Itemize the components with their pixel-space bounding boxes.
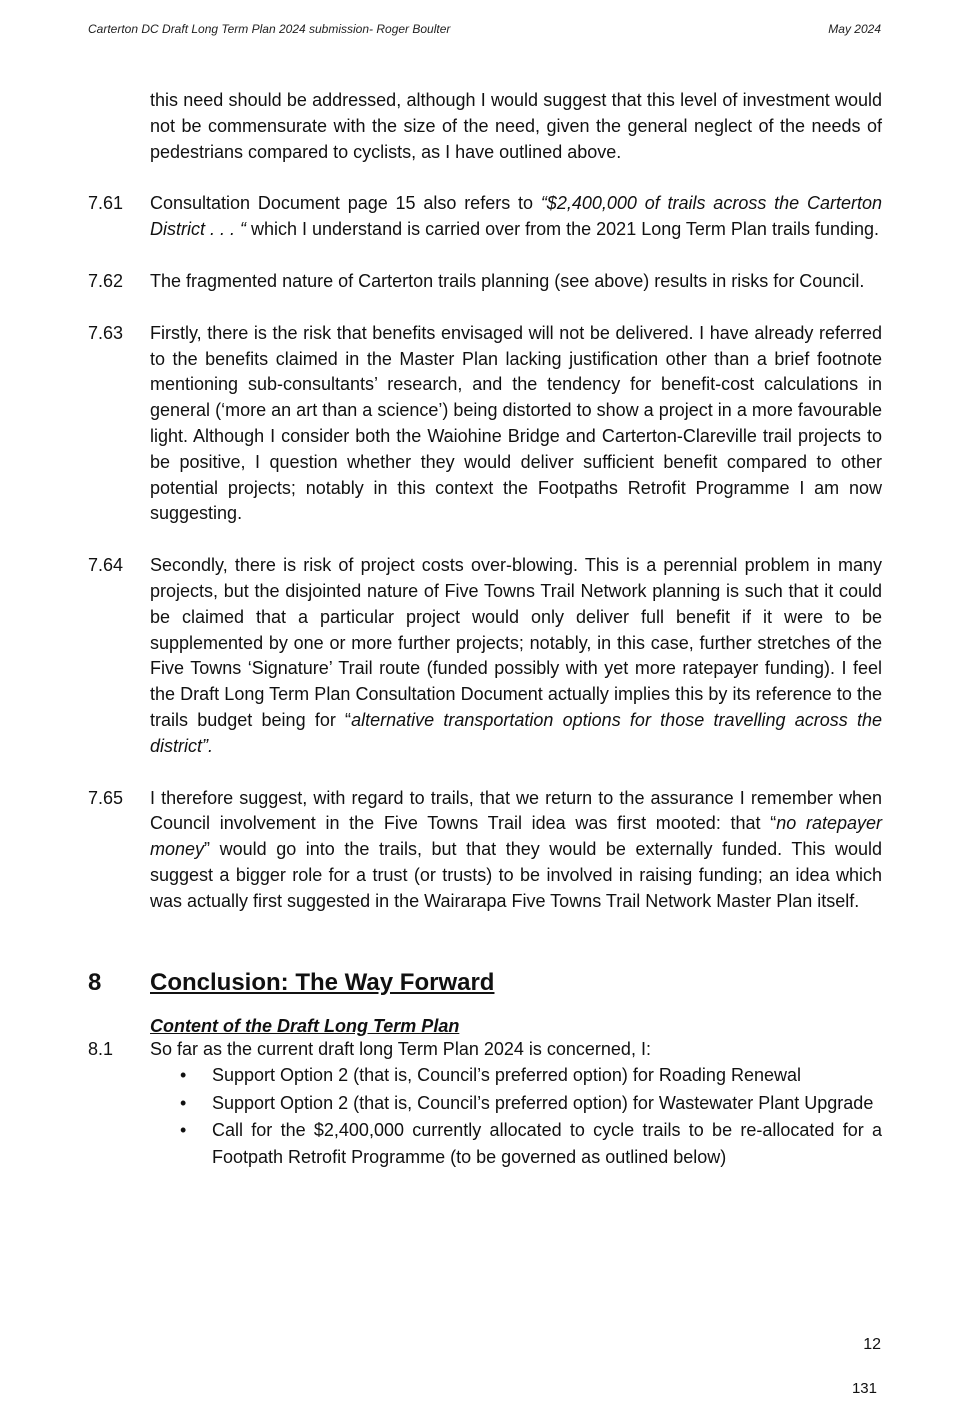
paragraph-8-1 bbox=[88, 1037, 882, 1063]
list-item-text: Call for the $2,400,000 currently allocated to cycle trails to be re-allocated for a Footpath Retrofit Programme (to be governed as outlined below) bbox=[212, 1120, 882, 1167]
list-item-text: Support Option 2 (that is, Council’s preferred option) for Roading Renewal bbox=[212, 1065, 801, 1086]
list-item bbox=[150, 1090, 882, 1117]
italic-text: no ratepayer money bbox=[150, 813, 882, 860]
text-run: Consultation Document page 15 also refers to bbox=[150, 193, 541, 214]
paragraph-text: So far as the current draft long Term Plan 2024 is concerned, I: bbox=[150, 1038, 651, 1059]
text-run: I therefore suggest, with regard to trails, that we return to the assurance I remember when Council involvement in the Five Towns Trail idea was first mooted: that “ bbox=[150, 787, 882, 834]
bullet-icon: • bbox=[180, 1065, 187, 1086]
italic-text: “$2,400,000 of trails across the Carterton District . . . “ bbox=[150, 193, 882, 240]
paragraph-number: 7.62 bbox=[88, 270, 124, 291]
text-run: Secondly, there is risk of project costs over-blowing. This is a perennial problem in many projects, but the disjointed nature of Five Towns Trail Network planning is such that it could be claimed that a particular project would only deliver full benefit if it were to be supplemented by one or more further projects; notably, in this case, further stretches of the Five Towns ‘Signature’ Trail route (funded possibly with yet more ratepayer funding). I feel the Draft Long Term Plan Consultation Document actually implies this by its reference to the trails budget being for “ bbox=[150, 555, 882, 730]
paragraph-text bbox=[150, 786, 882, 915]
paragraph-number: 7.63 bbox=[88, 322, 124, 343]
paragraph-text bbox=[150, 191, 882, 243]
page-number-secondary: 131 bbox=[851, 1380, 877, 1397]
paragraph-number: 8.1 bbox=[88, 1038, 114, 1059]
list-item-text: Support Option 2 (that is, Council’s preferred option) for Wastewater Plant Upgrade bbox=[212, 1092, 874, 1113]
continuation-paragraph bbox=[88, 88, 882, 165]
paragraph-text: this need should be addressed, although I would suggest that this level of investment would not be commensurate with the size of the need, given the general neglect of the needs of pedestrians compared to cyclists, as I have outlined above. bbox=[150, 90, 882, 162]
bullet-icon: • bbox=[180, 1120, 187, 1141]
numbered-paragraph bbox=[88, 786, 882, 915]
numbered-paragraph bbox=[88, 321, 882, 527]
numbered-paragraphs bbox=[88, 191, 882, 914]
numbered-paragraph bbox=[88, 191, 882, 243]
paragraph-text bbox=[150, 553, 882, 759]
section-number: 8 bbox=[88, 968, 102, 996]
text-run: The fragmented nature of Carterton trails planning (see above) results in risks for Council. bbox=[150, 270, 865, 291]
bullet-list bbox=[88, 1062, 882, 1170]
page-header bbox=[88, 22, 881, 42]
page-number: 12 bbox=[863, 1336, 881, 1353]
section-title: Conclusion: The Way Forward bbox=[150, 968, 495, 996]
document-body bbox=[88, 88, 882, 1171]
list-item bbox=[150, 1062, 882, 1089]
paragraph-text bbox=[150, 321, 882, 527]
text-run: Firstly, there is the risk that benefits envisaged will not be delivered. I have already referred to the benefits claimed in the Master Plan lacking justification other than a brief footnote mentioning sub-consultants’ research, and the tendency for benefit-cost calculations in general (‘more an art than a science’) being distorted to show a project in a more favourable light. Although I consider both the Waiohine Bridge and Carterton-Clareville trail projects to be positive, I question whether they would deliver sufficient benefit compared to other potential projects; notably in this context the Footpaths Retrofit Programme I am now suggesting. bbox=[150, 322, 882, 524]
section-heading bbox=[88, 963, 882, 1003]
paragraph-number: 7.65 bbox=[88, 787, 124, 808]
paragraph-number: 7.61 bbox=[88, 193, 124, 214]
paragraph-number: 7.64 bbox=[88, 555, 124, 576]
bullet-icon: • bbox=[180, 1092, 187, 1113]
paragraph-text bbox=[150, 269, 882, 295]
header-date: May 2024 bbox=[828, 22, 881, 36]
text-run: ” would go into the trails, but that they would be externally funded. This would suggest a bigger role for a trust (or trusts) to be involved in raising funding; an idea which was actually first suggested in the Wairarapa Five Towns Trail Network Master Plan itself. bbox=[150, 839, 882, 911]
numbered-paragraph bbox=[88, 553, 882, 759]
list-item bbox=[150, 1117, 882, 1170]
subheading: Content of the Draft Long Term Plan bbox=[150, 1015, 460, 1036]
italic-text: alternative transportation options for those travelling across the district”. bbox=[150, 709, 882, 756]
header-title: Carterton DC Draft Long Term Plan 2024 submission- Roger Boulter bbox=[88, 22, 451, 36]
numbered-paragraph bbox=[88, 269, 882, 295]
text-run: which I understand is carried over from the 2021 Long Term Plan trails funding. bbox=[246, 219, 880, 240]
